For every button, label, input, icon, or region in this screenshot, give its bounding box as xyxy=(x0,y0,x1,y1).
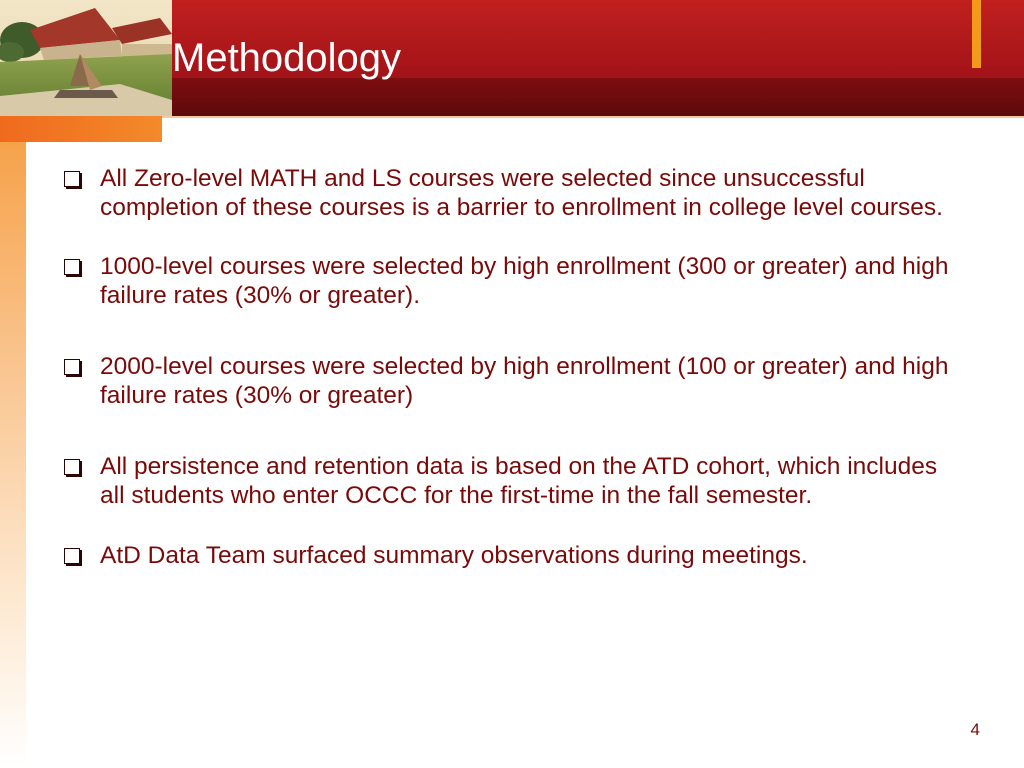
checkbox-icon xyxy=(64,548,80,564)
checkbox-icon xyxy=(64,359,80,375)
photo-under-bar xyxy=(0,116,162,142)
bullet-item xyxy=(64,352,964,410)
bullet-text: 1000-level courses were selected by high enrollment (300 or greater) and high failure rates (30% or greater). xyxy=(100,253,949,309)
bullet-item xyxy=(64,452,964,510)
bullet-text: 2000-level courses were selected by high enrollment (100 or greater) and high failure rates (30% or greater) xyxy=(100,353,949,409)
bullet-text: All persistence and retention data is based on the ATD cohort, which includes all students who enter OCCC for the first-time in the fall semester. xyxy=(100,453,938,509)
bullet-item xyxy=(64,252,964,310)
checkbox-icon xyxy=(64,459,80,475)
campus-photo xyxy=(0,0,172,116)
checkbox-icon xyxy=(64,259,80,275)
orange-accent-bar xyxy=(972,0,981,68)
header-shadow xyxy=(172,78,1024,116)
bullet-item xyxy=(64,164,964,222)
bullet-text: All Zero-level MATH and LS courses were selected since unsuccessful completion of these courses is a barrier to enrollment in college level courses. xyxy=(100,165,943,221)
slide-title: Methodology xyxy=(172,36,402,80)
bullet-item xyxy=(64,541,964,570)
left-gradient-strip xyxy=(0,142,26,768)
checkbox-icon xyxy=(64,171,80,187)
bullet-text: AtD Data Team surfaced summary observations during meetings. xyxy=(100,542,808,569)
page-number: 4 xyxy=(970,720,980,739)
bullet-list xyxy=(64,164,964,600)
